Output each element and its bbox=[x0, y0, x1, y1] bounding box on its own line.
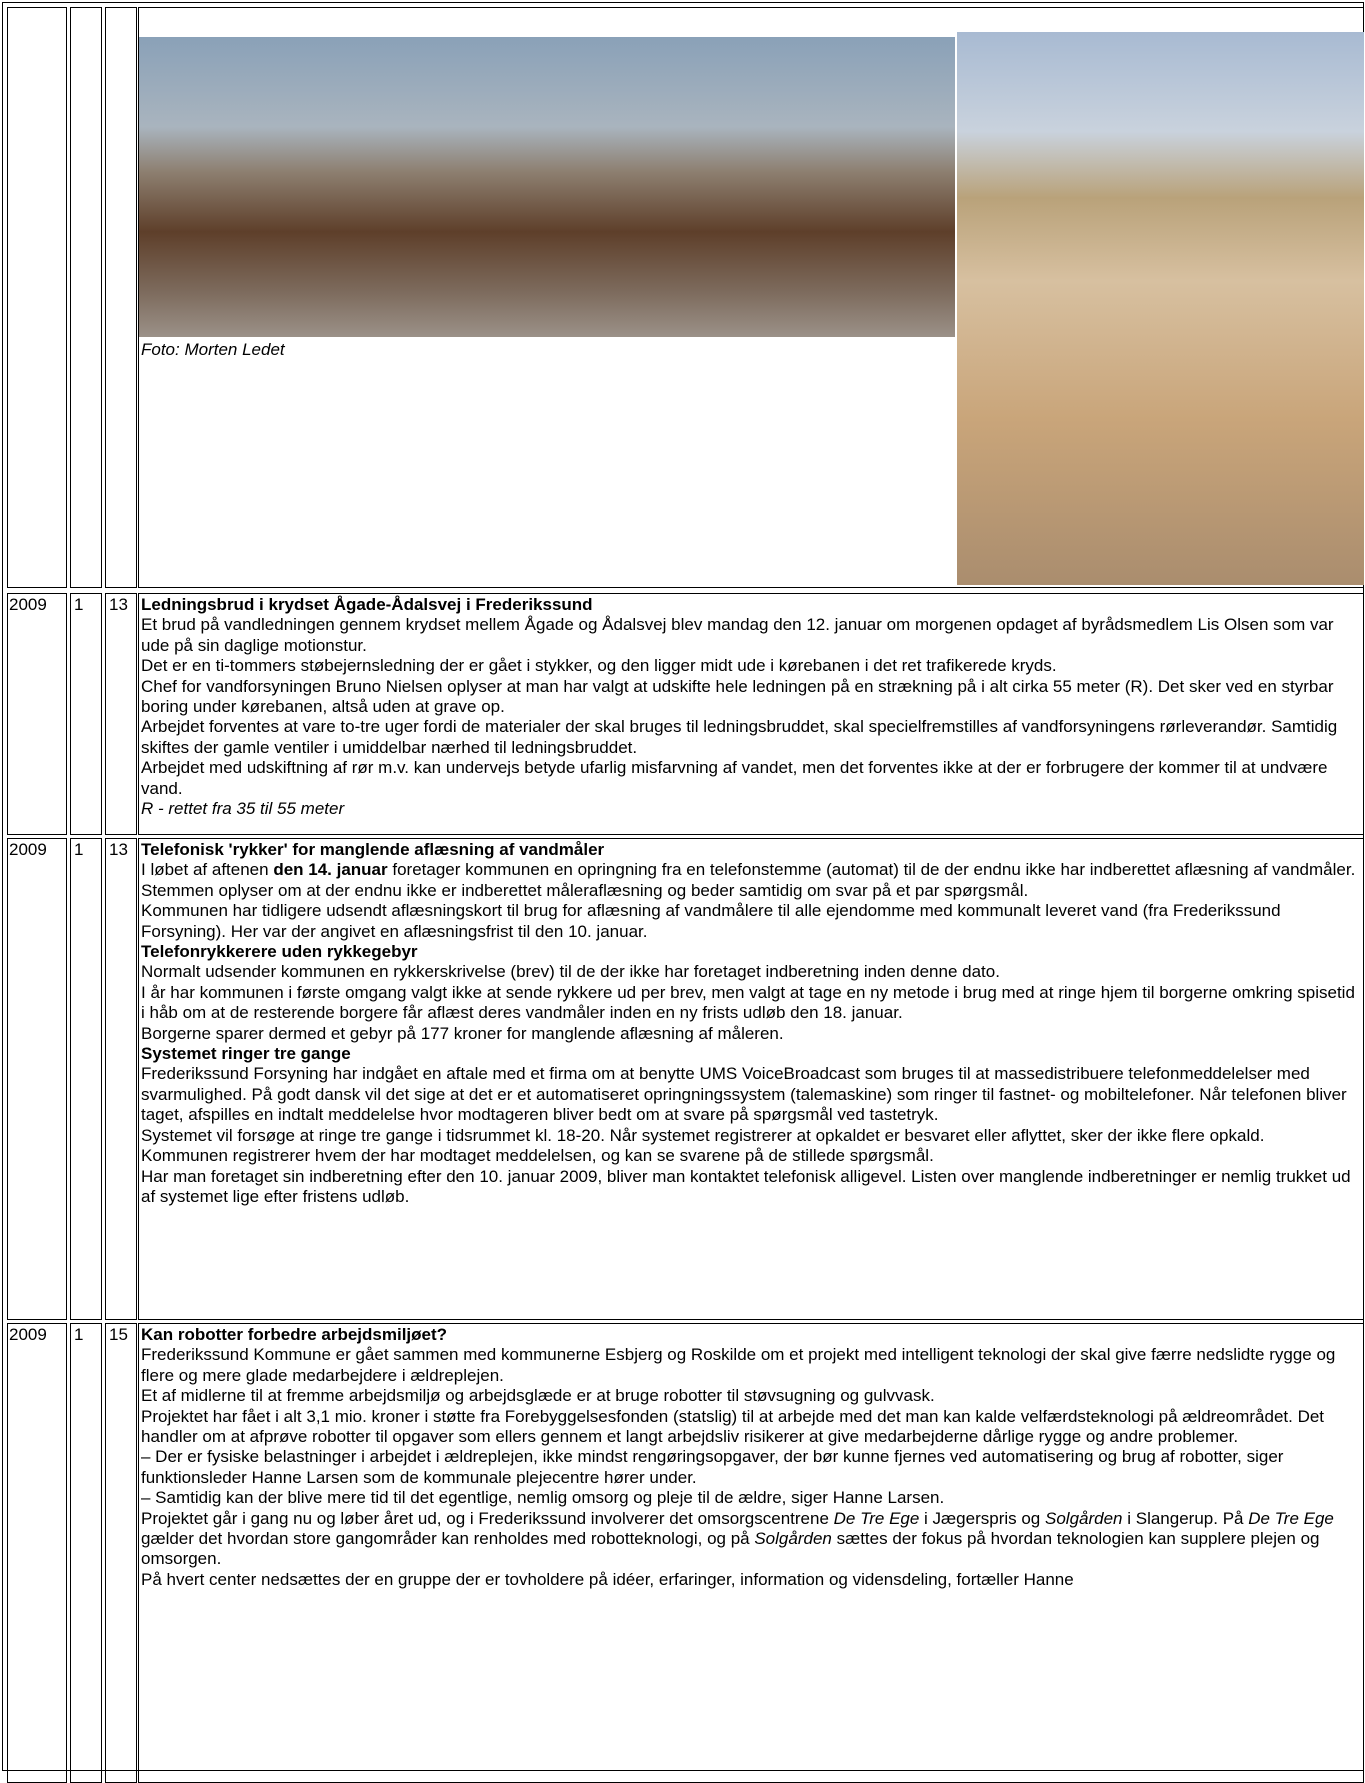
paragraph-text: foretager kommunen en opringning fra en telefonstemme (automat) til de der endnu ikke har indberettet aflæsning af vandmåler. Stemmen oplyser om at der endnu ikke er indberettet måleraflæsning og beder samtidig om svar på et par spørgsmål. bbox=[141, 860, 1356, 900]
paragraph: Arbejdet med udskiftning af rør m.v. kan undervejs betyde ufarlig misfarvning af vandet, men det forventes ikke at der er forbrugere der kommer til at undvære vand. bbox=[141, 758, 1328, 798]
paragraph: Et brud på vandledningen gennem krydset mellem Ågade og Ådalsvej blev mandag den 12. januar om morgenen opdaget af byrådsmedlem Lis Olsen som var ude på sin daglige motionstur. bbox=[141, 615, 1334, 655]
place-name: De Tre Ege bbox=[1248, 1508, 1334, 1528]
month-value: 1 bbox=[74, 595, 84, 614]
article-body bbox=[141, 595, 1359, 819]
paragraph: Kommunen registrerer hvem der har modtaget meddelelsen, og kan se svarene på de stillede spørgsmål. bbox=[141, 1146, 934, 1166]
subheading: Telefonrykkerere uden rykkegebyr bbox=[141, 942, 418, 962]
paragraph: Arbejdet forventes at vare to-tre uger fordi de materialer der skal bruges til ledningsbruddet, skal specielfremstilles af vandforsyningens rørleverandør. Samtidig skiftes der gamle ventiler i umiddelbar nærhed til ledningsbruddet. bbox=[141, 717, 1338, 757]
paragraph: Projektet har fået i alt 3,1 mio. kroner i støtte fra Forebyggelsesfonden (statslig) til at arbejde med det man kan kalde velfærdsteknologi på ældreområdet. Det handler om at afprøve robotter til opgaver som ellers gennem et langt arbejdsliv risikerer at give medarbejderne dårlige rygge og andre problemer. bbox=[141, 1406, 1325, 1447]
article-body bbox=[141, 1325, 1359, 1590]
paragraph: Et af midlerne til at fremme arbejdsmiljø og arbejdsglæde er at bruge robotter til støvsugning og gulvvask. bbox=[141, 1386, 935, 1406]
subheading: Systemet ringer tre gange bbox=[141, 1044, 351, 1064]
paragraph-text: sættes der fokus på hvordan teknologien kan supplere plejen og omsorgen. bbox=[141, 1529, 1320, 1569]
year-value: 2009 bbox=[9, 595, 47, 614]
article-body bbox=[141, 840, 1359, 1207]
correction-note: R - rettet fra 35 til 55 meter bbox=[141, 799, 345, 819]
paragraph-text: Projektet går i gang nu og løber året ud, og i Frederikssund involverer det omsorgscentrene bbox=[141, 1508, 834, 1528]
day-value: 13 bbox=[109, 595, 128, 614]
paragraph bbox=[141, 860, 1359, 901]
place-name: De Tre Ege bbox=[833, 1508, 920, 1528]
year-value: 2009 bbox=[9, 840, 47, 859]
year-cell bbox=[7, 593, 67, 835]
place-name: Solgården bbox=[1045, 1508, 1123, 1528]
paragraph: Borgerne sparer dermed et gebyr på 177 kroner for manglende aflæsning af måleren. bbox=[141, 1023, 784, 1043]
highlight-date: den 14. januar bbox=[273, 860, 388, 880]
paragraph: Normalt udsender kommunen en rykkerskrivelse (brev) til de der ikke har foretaget indberetning inden denne dato. bbox=[141, 962, 1000, 982]
day-cell bbox=[105, 838, 137, 1320]
paragraph: – Der er fysiske belastninger i arbejdet i ældreplejen, ikke mindst rengøringsopgaver, der bør kunne fjernes ved automatisering og brug af robotter, siger funktionsleder Hanne Larsen som de kommunale plejecentre hører under. bbox=[141, 1447, 1284, 1487]
paragraph: I år har kommunen i første omgang valgt ikke at sende rykkere ud per brev, men valgt at tage en ny metode i brug med at ringe hjem til borgerne omkring spisetid i håb om at de resterende borgere får aflæst deres vandmåler inden en ny frists udløb den 18. januar. bbox=[141, 982, 1355, 1023]
month-value: 1 bbox=[74, 1325, 84, 1344]
year-value: 2009 bbox=[9, 1325, 47, 1344]
photo-caption: Foto: Morten Ledet bbox=[141, 340, 285, 359]
day-value: 15 bbox=[109, 1325, 128, 1344]
paragraph-text: i Jægerspris og bbox=[919, 1508, 1045, 1528]
day-cell bbox=[105, 593, 137, 835]
article-title: Kan robotter forbedre arbejdsmiljøet? bbox=[141, 1325, 448, 1344]
paragraph: Det er en ti-tommers støbejernsledning der er gået i stykker, og den ligger midt ude i kørebanen i det ret trafikerede kryds. bbox=[141, 656, 1057, 676]
paragraph bbox=[141, 1509, 1359, 1570]
article-title: Telefonisk 'rykker' for manglende aflæsning af vandmåler bbox=[141, 840, 605, 859]
article-title: Ledningsbrud i krydset Ågade-Ådalsvej i Frederikssund bbox=[141, 595, 593, 614]
paragraph-text: gælder det hvordan store gangområder kan renholdes med robotteknologi, og på bbox=[141, 1529, 755, 1549]
month-cell bbox=[70, 593, 102, 835]
paragraph: Frederikssund Kommune er gået sammen med kommunerne Esbjerg og Roskilde om et projekt med intelligent teknologi der skal give færre nedslidte rygge og flere og mere glade medarbejdere i ældreplejen. bbox=[141, 1345, 1336, 1385]
month-cell bbox=[70, 838, 102, 1320]
month-cell bbox=[70, 1323, 102, 1783]
construction-photo bbox=[139, 37, 955, 337]
paragraph: – Samtidig kan der blive mere tid til det egentlige, nemlig omsorg og pleje til de ældre, siger Hanne Larsen. bbox=[141, 1488, 945, 1508]
paragraph-text: i Slangerup. På bbox=[1122, 1508, 1249, 1528]
day-cell bbox=[105, 7, 137, 588]
day-value: 13 bbox=[109, 840, 128, 859]
month-value: 1 bbox=[74, 840, 84, 859]
year-cell bbox=[7, 838, 67, 1320]
paragraph-text: I løbet af aftenen bbox=[141, 860, 274, 880]
paragraph: Har man foretaget sin indberetning efter den 10. januar 2009, bliver man kontaktet telefonisk alligevel. Listen over manglende indberetninger er nemlig trukket ud af systemet lige efter fristens udløb. bbox=[141, 1166, 1351, 1206]
month-cell bbox=[70, 7, 102, 588]
year-cell bbox=[7, 1323, 67, 1783]
paragraph: På hvert center nedsættes der en gruppe der er tovholdere på idéer, erfaringer, information og vidensdeling, fortæller Hanne bbox=[141, 1569, 1074, 1589]
place-name: Solgården bbox=[754, 1529, 832, 1549]
paragraph: Kommunen har tidligere udsendt aflæsningskort til brug for aflæsning af vandmålere til alle ejendomme med kommunalt leveret vand (fra Frederikssund Forsyning). Her var der angivet en aflæsningsfrist til den 10. januar. bbox=[141, 901, 1281, 941]
day-cell bbox=[105, 1323, 137, 1783]
paragraph: Chef for vandforsyningen Bruno Nielsen oplyser at man har valgt at udskifte hele ledningen på en strækning på i alt cirka 55 meter (R). Det sker ved en styrbar boring under kørebanen, altså uden at grave op. bbox=[141, 676, 1334, 717]
worker-photo bbox=[957, 32, 1364, 585]
year-cell bbox=[7, 7, 67, 588]
paragraph: Systemet vil forsøge at ringe tre gange i tidsrummet kl. 18-20. Når systemet registrerer at opkaldet er besvaret eller aflyttet, sker der ikke flere opkald. bbox=[141, 1125, 1265, 1145]
paragraph: Frederikssund Forsyning har indgået en aftale med et firma om at benytte UMS VoiceBroadcast som bruges til at massedistribuere telefonmeddelelser med svarmulighed. På godt dansk vil det sige at det er et automatiseret opringningssystem (talemaskine) som ringer til fastnet- og mobiltelefoner. Når telefonen bliver taget, afspilles en indtalt meddelelse hvor modtageren bliver bedt om at svare på spørgsmål ved tastetryk. bbox=[141, 1064, 1347, 1125]
